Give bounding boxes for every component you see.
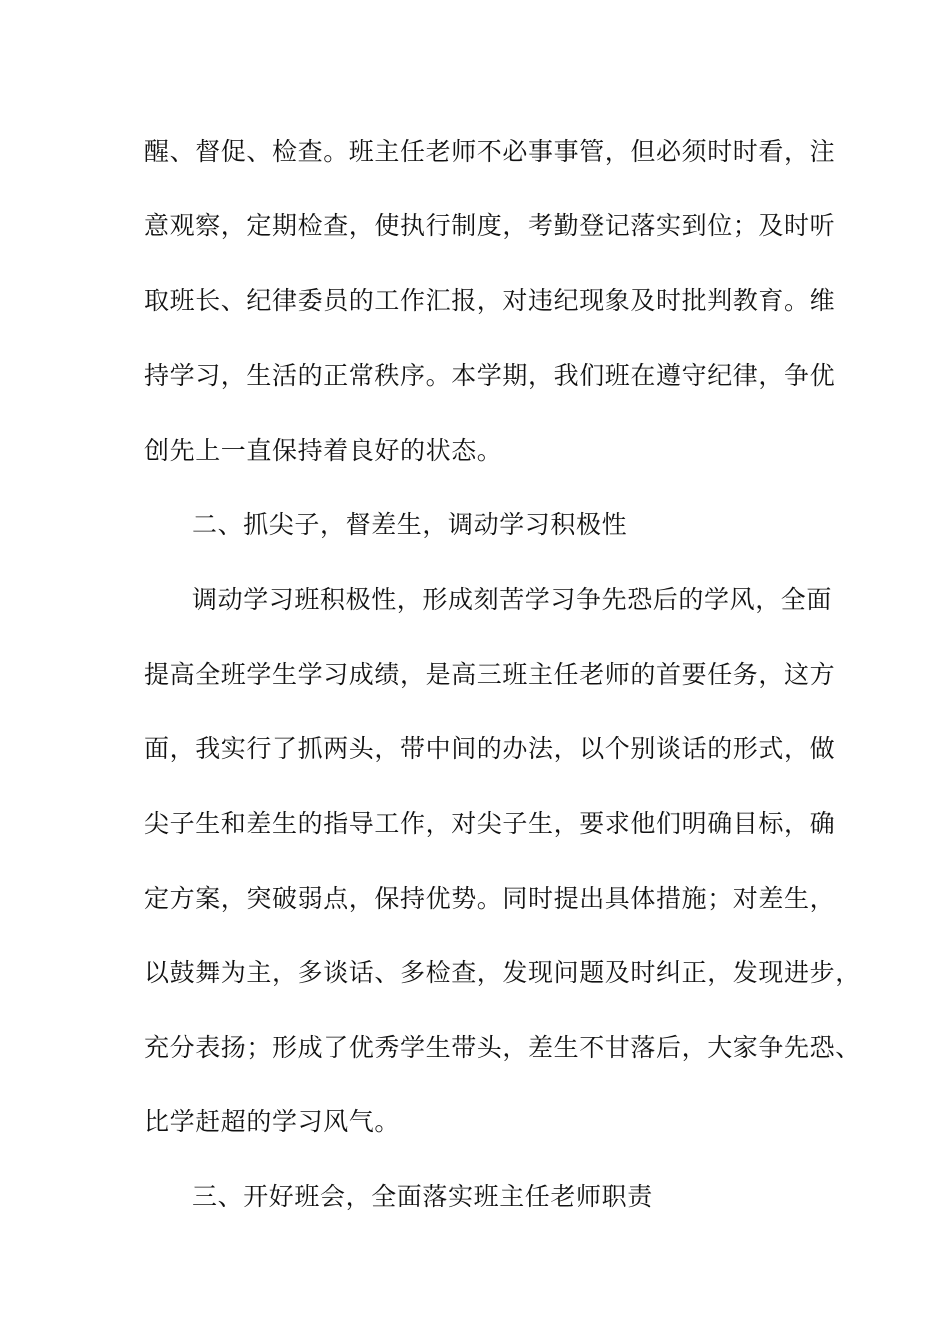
body-text-line: 充分表扬；形成了优秀学生带头，差生不甘落后，大家争先恐、: [144, 1033, 861, 1062]
body-text-line: 取班长、纪律委员的工作汇报，对违纪现象及时批判教育。维: [144, 286, 836, 315]
body-text-line: 定方案，突破弱点，保持优势。同时提出具体措施；对差生，: [144, 884, 836, 913]
body-text-line: 以鼓舞为主，多谈话、多检查，发现问题及时纠正，发现进步，: [144, 958, 861, 987]
body-text-line: 面，我实行了抓两头，带中间的办法，以个别谈话的形式，做: [144, 734, 836, 763]
body-text-line: 比学赶超的学习风气。: [144, 1107, 401, 1136]
body-text-line: 意观察，定期检查，使执行制度，考勤登记落实到位；及时听: [144, 211, 836, 240]
section-heading: 三、开好班会，全面落实班主任老师职责: [192, 1182, 653, 1211]
section-heading: 二、抓尖子，督差生，调动学习积极性: [192, 510, 628, 539]
body-text-line: 尖子生和差生的指导工作，对尖子生，要求他们明确目标，确: [144, 809, 836, 838]
body-text-line: 持学习，生活的正常秩序。本学期，我们班在遵守纪律，争优: [144, 361, 836, 390]
paragraph-first-line: 调动学习班积极性，形成刻苦学习争先恐后的学风，全面: [192, 585, 833, 614]
body-text-line: 醒、督促、检查。班主任老师不必事事管，但必须时时看，注: [144, 137, 836, 166]
body-text-line: 创先上一直保持着良好的状态。: [144, 436, 503, 465]
body-text-line: 提高全班学生学习成绩，是高三班主任老师的首要任务，这方: [144, 660, 836, 689]
